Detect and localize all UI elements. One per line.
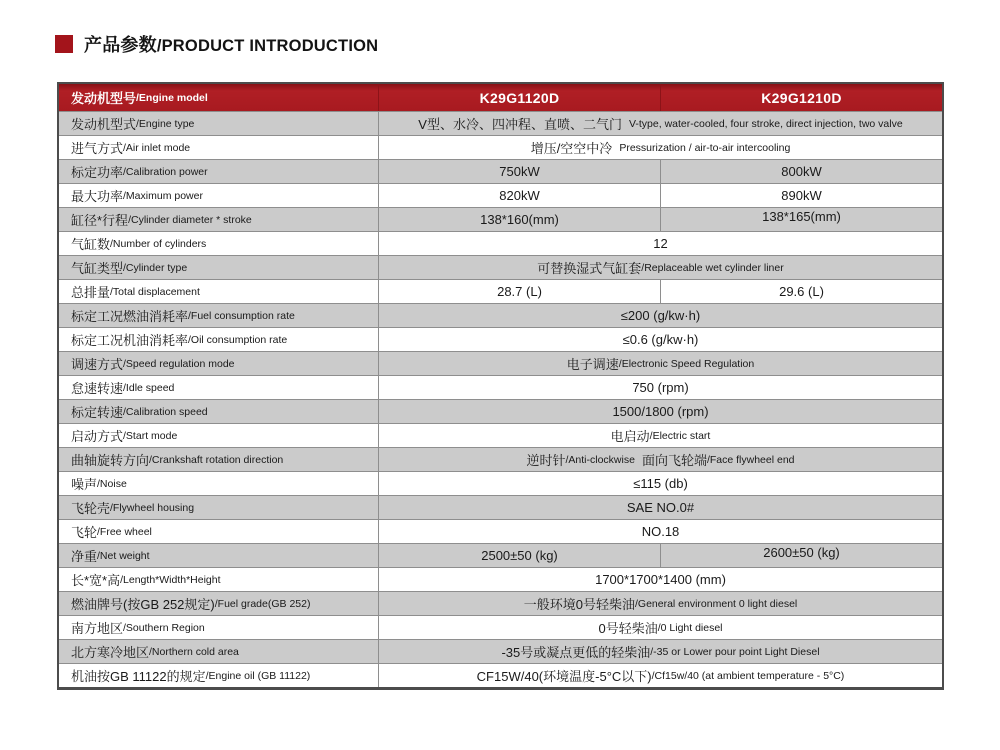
row-value-model2: 890kW bbox=[660, 184, 942, 207]
table-row: 北方寒冷地区 /Northern cold area -35号或凝点更低的轻柴油 /-35 or Lower pour point Light Diesel bbox=[59, 639, 942, 663]
row-value: V型、水冷、四冲程、直喷、二气门 V-type, water-cooled, four stroke, direct injection, two valve bbox=[418, 117, 903, 132]
table-row: 标定工况燃油消耗率 /Fuel consumption rate ≤200 (g/kw·h) bbox=[59, 303, 942, 327]
row-label: 北方寒冷地区 bbox=[71, 645, 150, 660]
header-model-2 bbox=[660, 84, 942, 111]
table-row: 南方地区 /Southern Region 0号轻柴油 /0 Light diesel bbox=[59, 615, 942, 639]
row-value: 750 (rpm) bbox=[632, 380, 689, 395]
table-row: 标定工况机油消耗率 /Oil consumption rate ≤0.6 (g/kw·h) bbox=[59, 327, 942, 351]
row-value: CF15W/40(环境温度-5°C以下) /Cf15w/40 (at ambient temperature - 5°C) bbox=[476, 669, 845, 684]
row-value: ≤200 (g/kw·h) bbox=[620, 308, 701, 323]
row-label: 净重 bbox=[71, 549, 98, 564]
model-2-label: K29G1210D bbox=[761, 89, 842, 106]
table-row: 进气方式 /Air inlet mode 增压/空空中冷 Pressurization / air-to-air intercooling bbox=[59, 135, 942, 159]
table-row: 长*宽*高 /Length*Width*Height 1700*1700*1400 (mm) bbox=[59, 567, 942, 591]
row-value: 可替换湿式气缸套 /Replaceable wet cylinder liner bbox=[537, 261, 784, 276]
row-label: 机油按GB 11122的规定 bbox=[71, 669, 206, 684]
page-title bbox=[55, 31, 378, 57]
row-value: -35号或凝点更低的轻柴油 /-35 or Lower pour point Light Diesel bbox=[501, 645, 820, 660]
row-value: 增压/空空中冷 Pressurization / air-to-air intercooling bbox=[530, 141, 791, 156]
table-row: 气缸类型 /Cylinder type 可替换湿式气缸套 /Replaceable wet cylinder liner bbox=[59, 255, 942, 279]
table-header-row bbox=[59, 84, 942, 111]
header-label-zh: 发动机型号 bbox=[71, 91, 137, 106]
row-label: 南方地区 bbox=[71, 621, 124, 636]
row-label: 曲轴旋转方向 bbox=[71, 453, 150, 468]
row-label: 长*宽*高 bbox=[71, 573, 121, 588]
row-value: 电子调速 /Electronic Speed Regulation bbox=[566, 357, 755, 372]
row-label: 调速方式 bbox=[71, 357, 124, 372]
row-label: 启动方式 bbox=[71, 429, 124, 444]
row-label: 气缸类型 bbox=[71, 261, 124, 276]
row-value-model2: 138*165(mm) bbox=[660, 208, 942, 231]
table-row: 标定转速 /Calibration speed 1500/1800 (rpm) bbox=[59, 399, 942, 423]
table-row: 总排量 /Total displacement 28.7 (L) 29.6 (L) bbox=[59, 279, 942, 303]
row-label: 气缸数 bbox=[71, 237, 111, 252]
row-label: 总排量 bbox=[71, 285, 111, 300]
title-zh: 产品参数 bbox=[84, 35, 157, 55]
row-label: 最大功率 bbox=[71, 189, 124, 204]
table-row: 飞轮壳 /Flywheel housing SAE NO.0# bbox=[59, 495, 942, 519]
row-value: 0号轻柴油 /0 Light diesel bbox=[598, 621, 723, 636]
header-model-1 bbox=[379, 84, 660, 111]
row-value-model2: 2600±50 (kg) bbox=[660, 544, 942, 567]
table-row: 调速方式 /Speed regulation mode 电子调速 /Electronic Speed Regulation bbox=[59, 351, 942, 375]
row-value-model1: 28.7 (L) bbox=[497, 284, 542, 299]
row-value: SAE NO.0# bbox=[626, 500, 695, 515]
row-label: 发动机型式 bbox=[71, 117, 137, 132]
header-engine-model bbox=[59, 84, 379, 111]
row-value-model1: 138*160(mm) bbox=[480, 212, 559, 227]
table-row: 曲轴旋转方向 /Crankshaft rotation direction 逆时针 /Anti-clockwise 面向飞轮端 /Face flywheel end bbox=[59, 447, 942, 471]
table-row: 启动方式 /Start mode 电启动 /Electric start bbox=[59, 423, 942, 447]
row-value: 1700*1700*1400 (mm) bbox=[595, 572, 726, 587]
row-label: 标定工况机油消耗率 bbox=[71, 333, 189, 348]
table-row: 净重 /Net weight 2500±50 (kg) 2600±50 (kg) bbox=[59, 543, 942, 567]
table-row: 缸径*行程 /Cylinder diameter * stroke 138*160(mm) 138*165(mm) bbox=[59, 207, 942, 231]
table-row: 最大功率 /Maximum power 820kW 890kW bbox=[59, 183, 942, 207]
row-label: 飞轮 bbox=[71, 525, 98, 540]
row-label: 噪声 bbox=[71, 477, 98, 492]
table-row: 气缸数 /Number of cylinders 12 bbox=[59, 231, 942, 255]
row-label: 怠速转速 bbox=[71, 381, 124, 396]
row-value: 电启动 /Electric start bbox=[610, 429, 711, 444]
row-value-model1: 2500±50 (kg) bbox=[481, 548, 558, 563]
row-value: NO.18 bbox=[641, 524, 680, 539]
row-value-model2: 800kW bbox=[660, 160, 942, 183]
row-value: ≤115 (db) bbox=[633, 476, 688, 491]
row-label: 进气方式 bbox=[71, 141, 124, 156]
table-row: 怠速转速 /Idle speed 750 (rpm) bbox=[59, 375, 942, 399]
row-value-model2: 29.6 (L) bbox=[660, 280, 942, 303]
row-label: 标定工况燃油消耗率 bbox=[71, 309, 189, 324]
row-label: 标定转速 bbox=[71, 405, 124, 420]
row-value: 1500/1800 (rpm) bbox=[612, 404, 709, 419]
table-row: 标定功率 /Calibration power 750kW 800kW bbox=[59, 159, 942, 183]
row-value-model1: 750kW bbox=[499, 164, 540, 179]
title-en: /PRODUCT INTRODUCTION bbox=[156, 37, 379, 55]
header-label-en: /Engine model bbox=[136, 91, 208, 104]
row-value: 逆时针 /Anti-clockwise 面向飞轮端 /Face flywheel end bbox=[526, 453, 795, 468]
row-label: 燃油牌号(按GB 252规定) bbox=[71, 597, 215, 612]
table-row: 噪声 /Noise ≤115 (db) bbox=[59, 471, 942, 495]
row-label: 标定功率 bbox=[71, 165, 124, 180]
red-square-icon bbox=[55, 35, 73, 53]
row-value: 一般环境0号轻柴油 /General environment 0 light diesel bbox=[523, 597, 798, 612]
row-value: 12 bbox=[653, 236, 668, 251]
row-value-model1: 820kW bbox=[499, 188, 540, 203]
page-title-text bbox=[84, 31, 378, 57]
row-label: 飞轮壳 bbox=[71, 501, 111, 516]
table-row: 发动机型式 /Engine type V型、水冷、四冲程、直喷、二气门 V-type, water-cooled, four stroke, direct injection, two valve bbox=[59, 111, 942, 135]
table-row: 机油按GB 11122的规定 /Engine oil (GB 11122) CF15W/40(环境温度-5°C以下) /Cf15w/40 (at ambient temperature - 5°C) bbox=[59, 663, 942, 687]
model-1-label: K29G1120D bbox=[479, 89, 560, 106]
product-spec-table bbox=[57, 82, 944, 690]
table-row: 燃油牌号(按GB 252规定) /Fuel grade(GB 252) 一般环境0号轻柴油 /General environment 0 light diesel bbox=[59, 591, 942, 615]
row-label: 缸径*行程 bbox=[71, 213, 129, 228]
table-row: 飞轮 /Free wheel NO.18 bbox=[59, 519, 942, 543]
row-value: ≤0.6 (g/kw·h) bbox=[622, 332, 699, 347]
